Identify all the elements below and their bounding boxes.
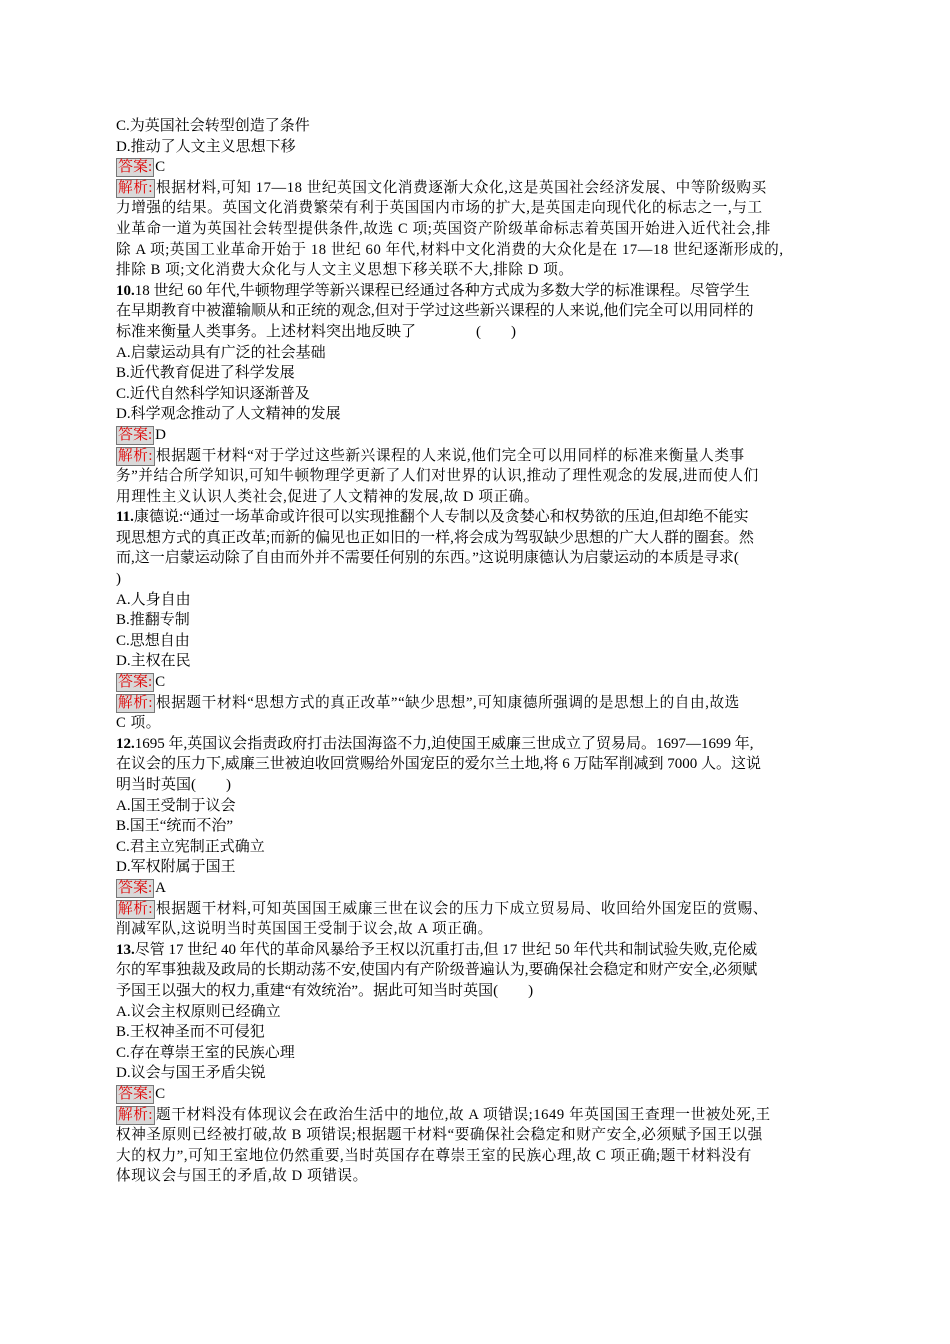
question-stem-text: ) xyxy=(116,571,121,588)
question-stem-line xyxy=(116,548,838,569)
question-block xyxy=(116,734,838,940)
question-block xyxy=(116,507,838,734)
answer-value: A xyxy=(155,879,167,896)
analysis-line xyxy=(116,219,838,240)
question-stem-text: 予国王以强大的权力,重建“有效统治”。据此可知当时英国( ) xyxy=(116,982,534,999)
analysis-label: 解析: xyxy=(118,1106,154,1123)
question-stem-text: 现思想方式的真正改革;而新的偏见也正如旧的一样,将会成为驾驭缺少思想的广大人群的圈套。然 xyxy=(116,529,754,546)
answer-line xyxy=(116,878,838,899)
analysis-line xyxy=(116,1125,838,1146)
question-stem-line xyxy=(116,981,838,1002)
answer-label: 答案: xyxy=(118,674,153,691)
question-stem-line xyxy=(116,960,838,981)
question-stem-text: 明当时英国( ) xyxy=(116,777,231,793)
option-item: A.国王受制于议会 xyxy=(116,797,236,814)
document-page xyxy=(116,116,838,1187)
analysis-line xyxy=(116,260,838,281)
analysis-text: 削减军队,这说明当时英国国王受制于议会,故 A 项正确。 xyxy=(116,921,493,938)
answer-value: D xyxy=(155,426,167,443)
analysis-text: C 项。 xyxy=(116,715,161,732)
analysis-text: 权神圣原则已经被打破,故 B 项错误;根据题干材料“要确保社会稳定和财产安全,必须赋予国王以强 xyxy=(116,1127,763,1144)
option-item: D.推动了人文主义思想下移 xyxy=(116,138,296,155)
analysis-text: 业革命一道为英国社会转型提供条件,故选 C 项;英国资产阶级革命标志着英国开始进入近代社会,排 xyxy=(116,220,771,237)
question-stem-text: 尽管 17 世纪 40 年代的革命风暴给予王权以沉重打击,但 17 世纪 50 年代共和制试验失败,克伦威 xyxy=(134,941,758,958)
answer-value: C xyxy=(155,674,166,691)
analysis-text: 务”并结合所学知识,可知牛顿物理学更新了人们对世界的认识,推动了理性观念的发展,进而使人们 xyxy=(116,468,759,485)
analysis-text: 力增强的结果。英国文化消费繁荣有利于英国国内市场的扩大,是英国走向现代化的标志之一,与工 xyxy=(116,200,763,217)
answer-line xyxy=(116,425,838,446)
question-stem-text: 标准来衡量人类事务。上述材料突出地反映了 ( ) xyxy=(116,323,516,340)
option-item: A.启蒙运动具有广泛的社会基础 xyxy=(116,344,326,361)
question-stem-text: 18 世纪 60 年代,牛顿物理学等新兴课程已经通过各种方式成为多数大学的标准课程。尽管学生 xyxy=(134,282,750,299)
analysis-line xyxy=(116,446,838,467)
option-item: A.人身自由 xyxy=(116,591,191,608)
question-number: 11. xyxy=(116,509,134,526)
answer-line xyxy=(116,1084,838,1105)
option-item: D.主权在民 xyxy=(116,653,191,670)
question-stem-text: 尔的军事独裁及政局的长期动荡不安,使国内有产阶级普遍认为,要确保社会稳定和财产安全,必须赋 xyxy=(116,962,758,979)
analysis-text: 排除 B 项;文化消费大众化与人文主义思想下移关联不大,排除 D 项。 xyxy=(116,262,574,279)
answer-label: 答案: xyxy=(118,1085,153,1102)
question-block xyxy=(116,281,838,508)
analysis-text: 用理性主义认识人类社会,促进了人文精神的发展,故 D 项正确。 xyxy=(116,488,540,505)
analysis-text: 根据材料,可知 17—18 世纪英国文化消费逐渐大众化,这是英国社会经济发展、中等阶级购买 xyxy=(156,179,767,196)
question-number: 10. xyxy=(116,282,135,299)
analysis-line xyxy=(116,178,838,199)
option-item: C.为英国社会转型创造了条件 xyxy=(116,118,310,134)
question-stem-line xyxy=(116,754,838,775)
answer-line xyxy=(116,672,838,693)
analysis-label: 解析: xyxy=(118,900,154,917)
option-item: A.议会主权原则已经确立 xyxy=(116,1003,281,1020)
analysis-line xyxy=(116,240,838,261)
answer-value: C xyxy=(155,159,166,176)
answer-line xyxy=(116,157,838,178)
analysis-line xyxy=(116,1166,838,1187)
option-item: B.推翻专制 xyxy=(116,612,190,629)
analysis-line xyxy=(116,919,838,940)
answer-label: 答案: xyxy=(118,426,153,443)
analysis-line xyxy=(116,899,838,920)
question-stem-line xyxy=(116,507,838,528)
analysis-line xyxy=(116,1146,838,1167)
option-item: B.近代教育促进了科学发展 xyxy=(116,365,295,382)
question-block xyxy=(116,940,838,1187)
answer-label: 答案: xyxy=(118,879,153,896)
answer-value: C xyxy=(155,1085,166,1102)
option-item: B.国王“统而不治” xyxy=(116,818,234,835)
question-stem-line xyxy=(116,322,838,343)
question-stem-line xyxy=(116,775,838,796)
option-item: C.思想自由 xyxy=(116,632,190,649)
analysis-line xyxy=(116,713,838,734)
question-stem-line xyxy=(116,301,838,322)
analysis-text: 根据题干材料,可知英国国王威廉三世在议会的压力下成立贸易局、收回给外国宠臣的赏赐、 xyxy=(156,900,769,917)
analysis-line xyxy=(116,1105,838,1126)
option-item: B.王权神圣而不可侵犯 xyxy=(116,1024,265,1041)
analysis-label: 解析: xyxy=(118,447,154,464)
analysis-text: 体现议会与国王的矛盾,故 D 项错误。 xyxy=(116,1168,368,1185)
question-stem-text: 康德说:“通过一场革命或许很可以实现推翻个人专制以及贪婪心和权势欲的压迫,但却绝不能实 xyxy=(133,509,749,526)
analysis-text: 除 A 项;英国工业革命开始于 18 世纪 60 年代,材料中文化消费的大众化是在 17—18 世纪逐渐形成的, xyxy=(116,241,784,258)
question-number: 13. xyxy=(116,941,135,958)
analysis-text: 根据题干材料“思想方式的真正改革”“缺少思想”,可知康德所强调的是思想上的自由,故选 xyxy=(156,694,740,711)
analysis-line xyxy=(116,466,838,487)
option-item: D.科学观念推动了人文精神的发展 xyxy=(116,406,341,423)
answer-label: 答案: xyxy=(118,159,153,176)
option-item: D.军权附属于国王 xyxy=(116,859,236,876)
question-block xyxy=(116,116,838,281)
analysis-label: 解析: xyxy=(118,694,154,711)
analysis-line xyxy=(116,693,838,714)
question-stem-line xyxy=(116,528,838,549)
analysis-text: 大的权力”,可知王室地位仍然重要,当时英国存在尊崇王室的民族心理,故 C 项正确;题干材料没有 xyxy=(116,1147,752,1164)
option-item: C.存在尊崇王室的民族心理 xyxy=(116,1044,295,1061)
question-stem-text: 在议会的压力下,威廉三世被迫收回赏赐给外国宠臣的爱尔兰土地,将 6 万陆军削减到 7000 人。这说 xyxy=(116,756,762,773)
question-stem-line xyxy=(116,940,838,961)
analysis-line xyxy=(116,198,838,219)
question-stem-line xyxy=(116,734,838,755)
option-item: C.近代自然科学知识逐渐普及 xyxy=(116,385,310,402)
question-stem-text: 1695 年,英国议会指责政府打击法国海盗不力,迫使国王威廉三世成立了贸易局。1697—1699 年, xyxy=(134,735,754,752)
option-item: C.君主立宪制正式确立 xyxy=(116,838,265,855)
analysis-line xyxy=(116,487,838,508)
question-stem-text: 在早期教育中被灌输顺从和正统的观念,但对于学过这些新兴课程的人来说,他们完全可以用同样的 xyxy=(116,303,754,320)
question-stem-line xyxy=(116,569,838,590)
question-stem-text: 而,这一启蒙运动除了自由而外并不需要任何别的东西。”这说明康德认为启蒙运动的本质是寻求( xyxy=(116,550,739,567)
analysis-text: 题干材料没有体现议会在政治生活中的地位,故 A 项错误;1649 年英国国王查理一世被处死,王 xyxy=(156,1106,771,1123)
question-stem-line xyxy=(116,281,838,302)
analysis-text: 根据题干材料“对于学过这些新兴课程的人来说,他们完全可以用同样的标准来衡量人类事 xyxy=(156,447,745,464)
question-number: 12. xyxy=(116,735,135,752)
option-item: D.议会与国王矛盾尖锐 xyxy=(116,1065,266,1082)
analysis-label: 解析: xyxy=(118,179,154,196)
